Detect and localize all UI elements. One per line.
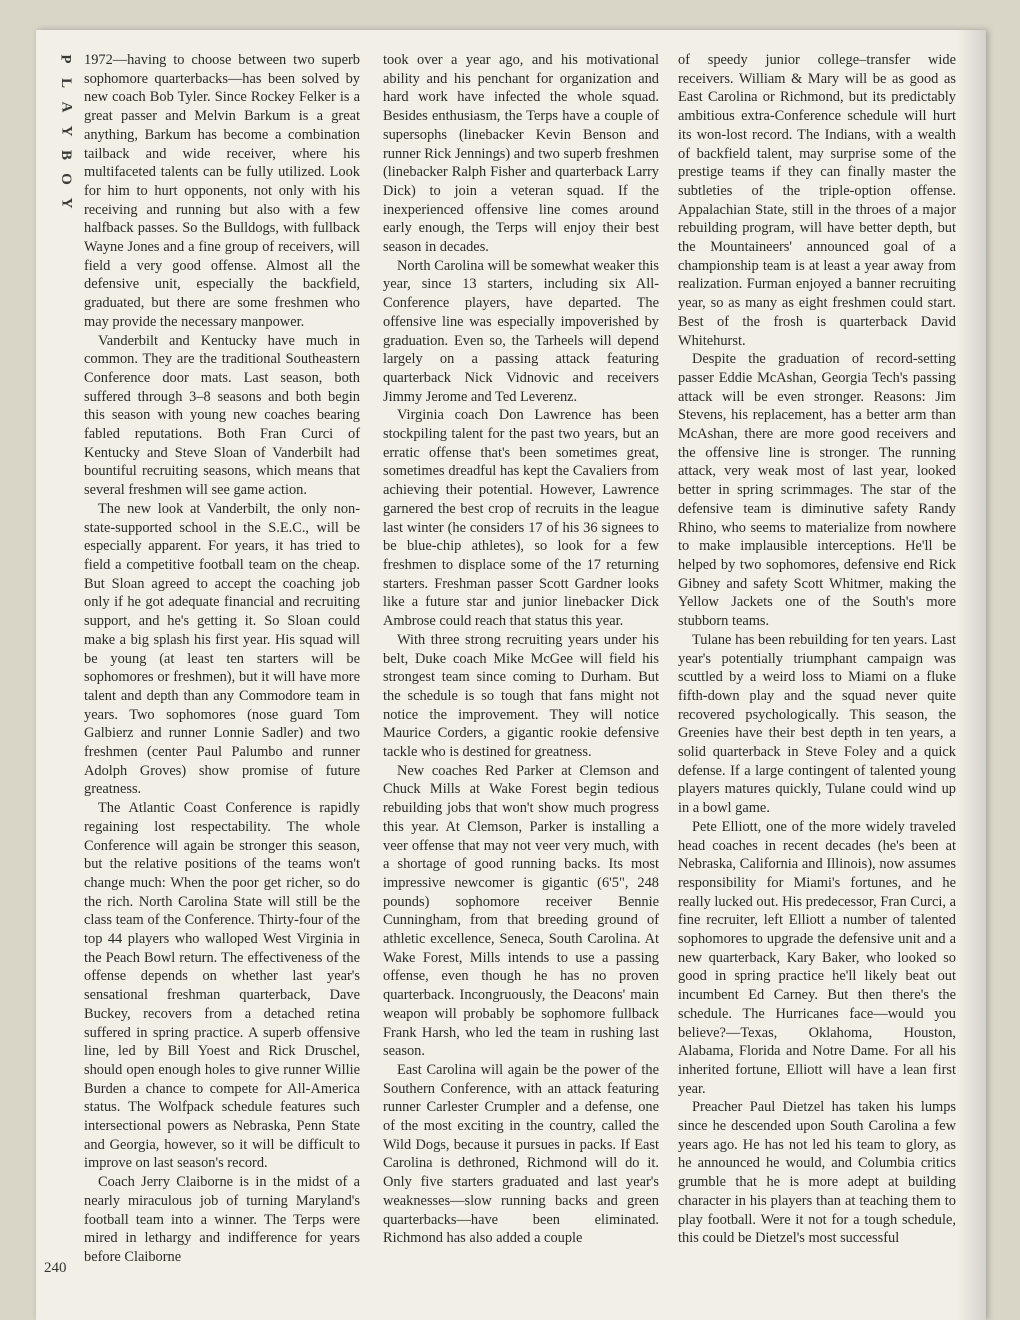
paragraph: took over a year ago, and his motivational ability and his penchant for organization and hard work have infected the whole squad. Besides enthusiasm, the Terps have a couple of supersophs (linebacker Kevin Benson and runner Rick Jennings) and two superb freshmen (linebacker Ralph Fisher and quarterback Larry Dick) to join a veteran squad. If the inexperienced offensive line comes around early enough, the Terps will enjoy their best season in decades. (383, 52, 659, 256)
paragraph: East Carolina will again be the power of the Southern Conference, with an attack featuring runner Carlester Crumpler and a defense, one of the most exciting in the country, called the Wild Dogs, because it pursues in packs. If East Carolina is dethroned, Richmond will do it. Only five starters graduated and last year's weaknesses—slow running backs and green quarterbacks—have been eliminated. Richmond has also added a couple (383, 1061, 659, 1247)
paragraph: North Carolina will be somewhat weaker this year, since 13 starters, including six All-Conference players, have departed. The offensive line was especially impoverished by graduation. Even so, the Tarheels will depend largely on a passing attack featuring quarterback Nick Vidnovic and receivers Jimmy Jerome and Ted Leverenz. (383, 257, 659, 405)
paragraph: 1972—having to choose between two superb sophomore quarterbacks—has been solved by new coach Bob Tyler. Since Rockey Felker is a great passer and Melvin Barkum is a great anything, Barkum has become a combination tailback and wide receiver, where his multifaceted talents can be fully utilized. Look for him to hurt opponents, not only with his receiving and running but also with a few halfback passes. So the Bulldogs, with fullback Wayne Jones and a fine group of receivers, will field a very good offense. Almost all the defensive unit, especially the backfield, graduated, but there are some freshmen who may provide the necessary manpower. (84, 52, 360, 330)
page-number: 240 (44, 1260, 67, 1276)
text-column-1 (84, 51, 360, 1267)
masthead-letter: A (58, 101, 74, 113)
masthead-letter: Y (58, 197, 74, 209)
masthead-letter: O (57, 173, 74, 185)
page-gutter-shadow (956, 30, 986, 1320)
paragraph: Vanderbilt and Kentucky have much in common. They are the traditional Southeastern Conference door mats. Last season, both suffered through 3–8 seasons and both begin this season with young new coaches bearing fabled reputations. Both Fran Curci of Kentucky and Steve Sloan of Vanderbilt had bountiful recruiting seasons, which means that several freshmen will see game action. (84, 332, 360, 499)
masthead-letter: Y (58, 125, 74, 137)
paragraph: Virginia coach Don Lawrence has been stockpiling talent for the past two years, but an erratic offense that's been sometimes great, sometimes dreadful has kept the Cavaliers from achieving their potential. However, Lawrence garnered the best crop of recruits in the league last winter (he considers 17 of his 36 signees to be blue-chip athletes), so look for a few freshmen to displace some of the 17 returning starters. Freshman passer Scott Gardner looks like a future star and junior linebacker Dick Ambrose could reach that status this year. (383, 407, 659, 630)
paragraph: Tulane has been rebuilding for ten years. Last year's potentially triumphant campaign was scuttled by a weird loss to Miami on a fluke fifth-down play and the squad never quite recovered psychologically. This season, the Greenies have their best depth in ten years, a solid quarterback in Steve Foley and a quick defense. If a large contingent of talented young players matures quickly, Tulane could wind up in a bowl game. (678, 631, 956, 817)
paragraph: of speedy junior college–transfer wide receivers. William & Mary will be as good as East Carolina or Richmond, but its predictably ambitious extra-Conference schedule will hurt its won-lost record. The Indians, with a wealth of backfield talent, may surprise some of the prestige teams if they can finally master the subtleties of the triple-option offense. Appalachian State, still in the throes of a major rebuilding program, will have better depth, but the Mountaineers' announced goal of a championship team is at least a year away from realization. Furman enjoyed a banner recruiting year, so as many as eight freshmen could start. Best of the frosh is quarterback David Whitehurst. (678, 52, 956, 349)
magazine-page (36, 30, 986, 1320)
paragraph: Despite the graduation of record-setting passer Eddie McAshan, Georgia Tech's passing attack will be even stronger. Reasons: Jim Stevens, his replacement, has a better arm than McAshan, there are more good receivers and the offensive line is stronger. The running attack, very weak most of last year, looked better in spring scrimmages. The star of the defensive team is diminutive safety Randy Rhino, who seems to materialize from nowhere to make implausible interceptions. He'll be helped by two sophomores, defensive end Rick Gibney and safety Scott Whitmer, making the Yellow Jackets one of the South's more stubborn teams. (678, 351, 956, 630)
masthead-letter: L (57, 77, 74, 89)
paragraph: Preacher Paul Dietzel has taken his lumps since he descended upon South Carolina a few years ago. He has not led his team to glory, as he announced he would, and Columbia critics grumble that he is more adept at building character in his players than at teaching them to play football. Were it not for a tough schedule, this could be Dietzel's most successful (678, 1099, 956, 1247)
paragraph: The new look at Vanderbilt, the only non-state-supported school in the S.E.C., will be especially apparent. For years, it has tried to field a competitive football team on the cheap. But Sloan agreed to accept the coaching job only if he got adequate financial and recruiting support, and he's getting it. So Sloan could make a big splash his first year. His squad will be young (at least ten starters will be sophomores or freshmen), but it will have more talent and depth than any Commodore team in years. Two sophomores (nose guard Tom Galbierz and runner Lonnie Sadler) and two freshmen (center Paul Palumbo and runner Adolph Groves) show promise of future greatness. (84, 500, 360, 798)
paragraph: Coach Jerry Claiborne is in the midst of a nearly miraculous job of turning Maryland's football team into a winner. The Terps were mired in lethargy and indifference for years before Claiborne (84, 1174, 360, 1265)
paragraph: Pete Elliott, one of the more widely traveled head coaches in recent decades (he's been at Nebraska, California and Illinois), now assumes responsibility for Miami's fortunes, and he really lucked out. His predecessor, Fran Curci, a fine recruiter, left Elliott a number of talented sophomores to upgrade the defensive unit and a new quarterback, Kary Baker, who looked so good in spring practice he'll likely beat out incumbent Ed Carney. But then there's the schedule. The Hurricanes face—would you believe?—Texas, Oklahoma, Houston, Alabama, Florida and Notre Dame. For all his inherited fortune, Elliott will have a lean first year. (678, 818, 956, 1097)
paragraph: The Atlantic Coast Conference is rapidly regaining lost respectability. The whole Conference will again be stronger this season, but the relative positions of the teams won't change much: When the poor get richer, so do the rich. North Carolina State will still be the class team of the Conference. Thirty-four of the top 44 players who walloped West Virginia in the Peach Bowl return. The effectiveness of the offense depends on whether last year's sensational freshman quarterback, Dave Buckey, recovers from a detached retina suffered in spring practice. A superb offensive line, led by Bill Yoest and Rick Druschel, should open enough holes to give runner Willie Burden a chance to compete for All-America status. The Wolfpack schedule features such intersectional powers as Nebraska, Penn State and Georgia, however, so it will be difficult to improve on last season's record. (84, 800, 360, 1172)
masthead-letter: P (57, 54, 74, 64)
paragraph: New coaches Red Parker at Clemson and Chuck Mills at Wake Forest begin tedious rebuilding jobs that won't show much progress this year. At Clemson, Parker is installing a veer offense that may not veer very much, with a shortage of good running backs. Its most impressive newcomer is gigantic (6'5", 248 pounds) sophomore receiver Bennie Cunningham, from that breeding ground of athletic excellence, Seneca, South Carolina. At Wake Forest, Mills intends to use a passing offense, even though he has no proven quarterback. Incongruously, the Deacons' main weapon will probably be sophomore fullback Frank Harsh, who led the team in rushing last season. (383, 762, 659, 1060)
text-column-2 (383, 51, 659, 1248)
masthead-letter: B (57, 149, 74, 161)
magazine-masthead (52, 52, 80, 210)
paragraph: With three strong recruiting years under his belt, Duke coach Mike McGee will field his strongest team since coming to Durham. But the schedule is so tough that fans might not notice the improvement. They will notice Maurice Corders, a gigantic rookie defensive tackle who is destined for greatness. (383, 631, 659, 761)
text-column-3 (678, 51, 956, 1248)
